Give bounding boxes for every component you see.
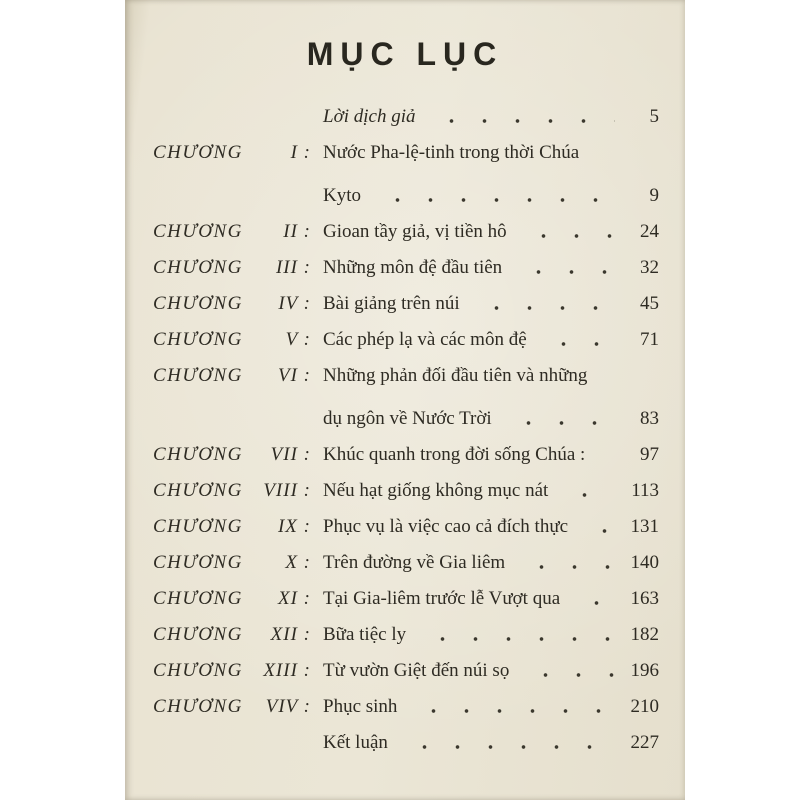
entry-line [323,514,659,540]
entry-body [323,255,659,281]
page-number: 113 [631,480,659,501]
toc-row [153,478,659,504]
entry-line [323,478,659,504]
chapter-numeral: VII : [270,444,311,465]
entry-body [323,658,659,684]
entry-body [323,104,659,130]
table-of-contents [153,104,659,766]
toc-row [153,442,659,468]
entry-body [323,550,659,576]
page-number: 83 [640,408,659,429]
toc-row [153,658,659,684]
dot-leader [584,514,615,540]
chapter-numeral: VI : [277,365,311,386]
toc-row [153,622,659,648]
page-number: 182 [630,624,659,645]
toc-row [153,586,659,612]
chapter-label: CHƯƠNG [153,552,243,573]
toc-row [153,550,659,576]
chapter-numeral: III : [275,257,311,278]
entry-line [323,219,659,245]
toc-row [153,694,659,720]
page-number: 140 [630,552,659,573]
entry-title: Phục sinh [323,696,398,717]
entry-body [323,140,659,209]
entry-body [323,363,659,432]
chapter-label: CHƯƠNG [153,329,243,350]
entry-title: Tại Gia-liêm trước lễ Vượt qua [323,588,561,609]
dot-leader [521,550,615,576]
entry-line [323,658,659,684]
dot-leader [564,478,615,504]
chapter-label: CHƯƠNG [153,221,243,242]
scanned-book-page [125,0,685,800]
chapter-label: CHƯƠNG [153,257,243,278]
chapter-label: CHƯƠNG [153,142,243,163]
chapter-label: CHƯƠNG [153,588,243,609]
entry-title: Khúc quanh trong đời sống Chúa : [323,444,586,465]
toc-row [153,514,659,540]
dot-leader [476,291,615,317]
entry-line [323,363,659,389]
entry-title: Trên đường về Gia liêm [323,552,506,573]
chapter-label: CHƯƠNG [153,293,243,314]
toc-row [153,327,659,353]
chapter-numeral: IV : [278,293,311,314]
chapter-numeral: XII : [270,624,311,645]
dot-leader [576,586,615,612]
page-number: 163 [630,588,659,609]
chapter-numeral: II : [283,221,311,242]
entry-body [323,442,659,468]
page-number: 131 [630,516,659,537]
chapter-label: CHƯƠNG [153,624,243,645]
chapter-numeral: VIII : [263,480,311,501]
chapter-label: CHƯƠNG [153,480,243,501]
entry-title: Những phản đối đầu tiên và những [323,365,588,386]
chapter-label: CHƯƠNG [153,696,243,717]
dot-leader [413,694,615,720]
chapter-numeral: XIII : [263,660,311,681]
chapter-label: CHƯƠNG [153,444,243,465]
dot-leader [525,658,615,684]
page-number: 32 [640,257,659,278]
entry-line [323,327,659,353]
entry-body [323,478,659,504]
entry-title: Các phép lạ và các môn đệ [323,329,527,350]
entry-title: Bài giảng trên núi [323,293,460,314]
page-number: 227 [630,732,659,753]
entry-body [323,514,659,540]
entry-title: Gioan tầy giả, vị tiền hô [323,221,507,242]
toc-row [153,140,659,209]
entry-title: Lời dịch giả [323,106,416,127]
entry-line [323,183,659,209]
entry-title: Phục vụ là việc cao cả đích thực [323,516,569,537]
page-number: 24 [640,221,659,242]
page-number: 45 [640,293,659,314]
entry-line [323,550,659,576]
chapter-numeral: VIV : [265,696,311,717]
chapter-numeral: IX : [277,516,311,537]
entry-body [323,291,659,317]
entry-line [323,586,659,612]
entry-body [323,694,659,720]
chapter-numeral: XI : [277,588,311,609]
entry-title: Nếu hạt giống không mục nát [323,480,549,501]
toc-row [153,291,659,317]
page-number: 71 [640,329,659,350]
entry-line [323,140,659,166]
entry-line [323,442,659,468]
page-number: 9 [649,185,659,206]
chapter-numeral: X : [285,552,311,573]
entry-body [323,219,659,245]
toc-row [153,255,659,281]
toc-row [153,104,659,130]
entry-line [323,255,659,281]
entry-body [323,327,659,353]
entry-line [323,622,659,648]
page-number: 196 [630,660,659,681]
entry-body [323,730,659,756]
page-number: 97 [640,444,659,465]
entry-body [323,586,659,612]
toc-row [153,363,659,432]
entry-line [323,730,659,756]
entry-title: Bữa tiệc ly [323,624,407,645]
dot-leader [422,622,615,648]
page-number: 210 [630,696,659,717]
entry-title: Kết luận [323,732,388,753]
chapter-label: CHƯƠNG [153,516,243,537]
entry-line [323,291,659,317]
dot-leader [431,104,615,130]
entry-line [323,406,659,432]
dot-leader [523,219,615,245]
entry-title: Nước Pha-lệ-tinh trong thời Chúa [323,142,580,163]
dot-leader [601,442,615,468]
dot-leader [404,730,615,756]
chapter-label: CHƯƠNG [153,660,243,681]
entry-line [323,104,659,130]
entry-title: Những môn đệ đầu tiên [323,257,503,278]
dot-leader [508,406,615,432]
chapter-numeral: V : [285,329,311,350]
entry-title: Kyto [323,185,361,206]
dot-leader [543,327,615,353]
toc-row [153,219,659,245]
chapter-numeral: I : [290,142,311,163]
entry-body [323,622,659,648]
toc-row [153,730,659,756]
entry-title: Từ vườn Giệt đến núi sọ [323,660,510,681]
page-title: MỤC LỤC [306,36,504,72]
dot-leader [518,255,615,281]
page-number: 5 [649,106,659,127]
chapter-label: CHƯƠNG [153,365,243,386]
entry-title: dụ ngôn về Nước Trời [323,408,492,429]
entry-line [323,694,659,720]
dot-leader [377,183,615,209]
